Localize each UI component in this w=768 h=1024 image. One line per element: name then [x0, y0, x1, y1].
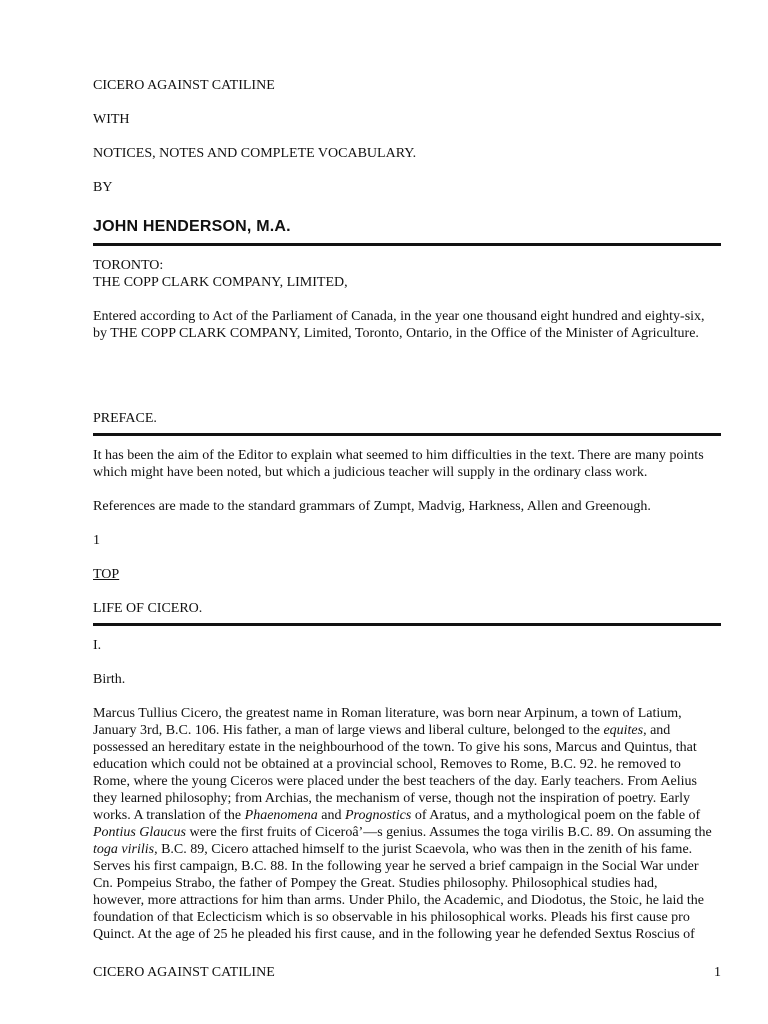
section-title: Birth.: [93, 672, 126, 687]
publisher-city: TORONTO:: [93, 258, 164, 273]
divider: [93, 433, 721, 436]
preface-page-number: 1: [93, 533, 100, 548]
life-heading: LIFE OF CICERO.: [93, 601, 203, 616]
preface-para-1-line-1: It has been the aim of the Editor to explain what seemed to him difficulties in the text. There are many points: [93, 448, 704, 463]
text-run: were the first fruits of Ciceroâ’—s genius. Assumes the toga virilis B.C. 89. On assuming the: [185, 825, 712, 840]
footer-page-number: 1: [714, 965, 721, 980]
text-run: foundation of that Eclecticism which is so observable in his philosophical works. Pleads his first cause pro: [93, 910, 690, 925]
text-run: education which could not be obtained at a provincial school, Removes to Rome, B.C. 92. he removed to: [93, 757, 681, 772]
biography-line: [93, 875, 725, 892]
text-run: Cn. Pompeius Strabo, the father of Pompey the Great. Studies philosophy. Philosophical studies had,: [93, 876, 658, 891]
text-run: possessed an hereditary estate in the neighbourhood of the town. To give his sons, Marcus and Quintus, that: [93, 740, 697, 755]
by-line: BY: [93, 180, 113, 195]
biography-line: [93, 773, 725, 790]
text-run: Rome, where the young Ciceros were placed under the best teachers of the day. Early teachers. From Aelius: [93, 774, 697, 789]
preface-para-1-line-2: which might have been noted, but which a judicious teacher will supply in the ordinary class work.: [93, 465, 648, 480]
text-run: they learned philosophy; from Archias, the mechanism of verse, though not the inspiration of poetry. Early: [93, 791, 691, 806]
text-run: January 3rd, B.C. 106. His father, a man of large views and liberal culture, belonged to the: [93, 723, 604, 738]
biography-line: [93, 790, 725, 807]
copyright-line-1: Entered according to Act of the Parliament of Canada, in the year one thousand eight hundred and eighty-six,: [93, 309, 705, 324]
divider: [93, 623, 721, 626]
italic-term: Prognostics: [344, 808, 412, 823]
book-subtitle: NOTICES, NOTES AND COMPLETE VOCABULARY.: [93, 146, 417, 161]
text-run: of Aratus, and a mythological poem on the fable of: [411, 808, 701, 823]
italic-term: toga virilis: [93, 842, 155, 857]
footer-running-title: CICERO AGAINST CATILINE: [93, 965, 275, 980]
italic-term: equites: [603, 723, 644, 738]
text-run: , and: [643, 723, 671, 738]
biography-line: [93, 722, 725, 739]
biography-line: [93, 807, 725, 824]
text-run: Serves his first campaign, B.C. 88. In the following year he served a brief campaign in the Social War under: [93, 859, 699, 874]
section-number: I.: [93, 638, 102, 653]
biography-line: [93, 739, 725, 756]
text-run: works. A translation of the: [93, 808, 245, 823]
text-run: Marcus Tullius Cicero, the greatest name in Roman literature, was born near Arpinum, a town of Latium,: [93, 706, 682, 721]
biography-line: [93, 926, 725, 943]
biography-line: [93, 705, 725, 722]
biography-line: [93, 909, 725, 926]
author-name: JOHN HENDERSON, M.A.: [93, 218, 291, 235]
copyright-line-2: by THE COPP CLARK COMPANY, Limited, Toronto, Ontario, in the Office of the Minister of Agriculture.: [93, 326, 699, 341]
preface-heading: PREFACE.: [93, 411, 157, 426]
text-run: Quinct. At the age of 25 he pleaded his first cause, and in the following year he defended Sextus Roscius of: [93, 927, 695, 942]
divider: [93, 243, 721, 246]
publisher-name: THE COPP CLARK COMPANY, LIMITED,: [93, 275, 348, 290]
preface-para-2: References are made to the standard grammars of Zumpt, Madvig, Harkness, Allen and Greenough.: [93, 499, 651, 514]
biography-line: [93, 841, 725, 858]
biography-line: [93, 756, 725, 773]
italic-term: Pontius Glaucus: [93, 825, 186, 840]
italic-term: Phaenomena: [244, 808, 318, 823]
biography-line: [93, 858, 725, 875]
text-run: however, more attractions for him than arms. Under Philo, the Academic, and Diodotus, the Stoic, he laid the: [93, 893, 705, 908]
biography-line: [93, 824, 725, 841]
text-run: and: [317, 808, 345, 823]
text-run: , B.C. 89, Cicero attached himself to the jurist Scaevola, who was then in the zenith of his fame.: [154, 842, 693, 857]
biography-paragraph: [93, 705, 725, 943]
biography-line: [93, 892, 725, 909]
with-line: WITH: [93, 112, 130, 127]
book-title: CICERO AGAINST CATILINE: [93, 78, 275, 93]
top-link[interactable]: TOP: [93, 567, 120, 582]
